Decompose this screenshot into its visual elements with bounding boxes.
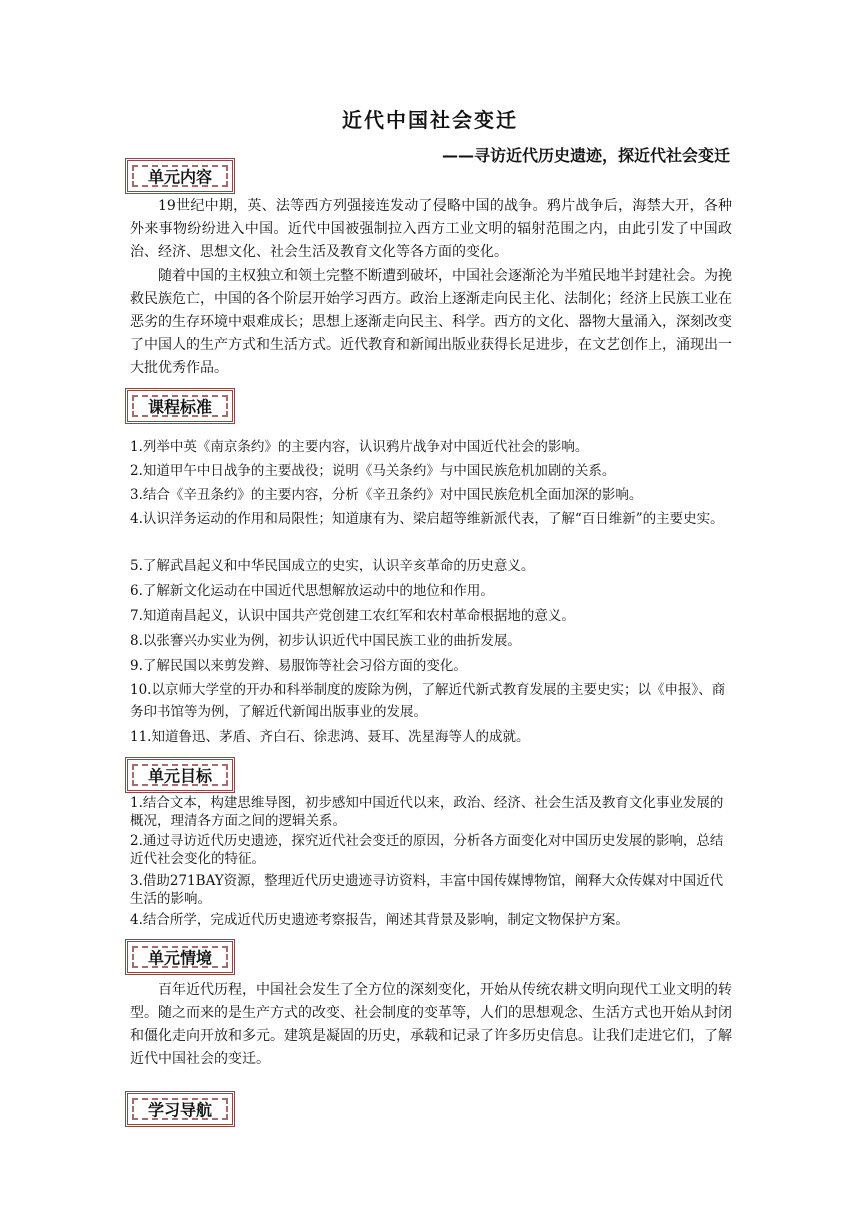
content-paragraph: 随着中国的主权独立和领土完整不断遭到破坏，中国社会逐渐沦为半殖民地半封建社会。为挽救民族危亡，中国的各个阶层开始学习西方。政治上逐渐走向民主化、法制化；经济上民族工业在恶劣的生存环境中艰难成长；思想上逐渐走向民主、科学。西方的文化、器物大量涌入，深刻改变了中国人的生产方式和生活方式。近代教育和新闻出版业获得长足进步，在文艺创作上，涌现出一大批优秀作品。 — [130, 268, 732, 376]
section-heading-label: 课程标准 — [147, 397, 212, 417]
section-heading-situation — [125, 939, 235, 975]
standard-item: 2.知道甲午中日战争的主要战役；说明《马关条约》与中国民族危机加剧的关系。 — [130, 463, 616, 479]
goal-item: 3.借助271BAY资源，整理近代历史遗迹寻访资料，丰富中国传媒博物馆，阐释大众传媒对中国近代生活的影响。 — [130, 873, 724, 907]
standard-item: 9.了解民国以来剪发辫、易服饰等社会习俗方面的变化。 — [130, 658, 467, 674]
goal-item: 4.结合所学，完成近代历史遗迹考察报告，阐述其背景及影响，制定文物保护方案。 — [130, 912, 629, 928]
standard-item: 4.认识洋务运动的作用和局限性；知道康有为、梁启超等维新派代表，了解“百日维新”的主要史实。 — [130, 511, 724, 527]
standard-item: 6.了解新文化运动在中国近代思想解放运动中的地位和作用。 — [130, 583, 494, 599]
standard-item: 11.知道鲁迅、茅盾、齐白石、徐悲鸿、聂耳、冼星海等人的成就。 — [130, 729, 530, 745]
section-heading-goals — [125, 757, 235, 793]
section-heading-standards — [125, 388, 235, 424]
content-paragraph: 19世纪中期，英、法等西方列强接连发动了侵略中国的战争。鸦片战争后，海禁大开，各种外来事物纷纷进入中国。近代中国被强制拉入西方工业文明的辐射范围之内，由此引发了中国政治、经济、思想文化、社会生活及教育文化等各方面的变化。 — [130, 198, 732, 260]
standard-item: 7.知道南昌起义，认识中国共产党创建工农红军和农村革命根据地的意义。 — [130, 608, 575, 624]
section-heading-guide — [125, 1091, 235, 1127]
standard-item: 1.列举中英《南京条约》的主要内容，认识鸦片战争对中国近代社会的影响。 — [130, 439, 589, 455]
standard-item: 5.了解武昌起义和中华民国成立的史实，认识辛亥革命的历史意义。 — [130, 558, 535, 574]
page-title: 近代中国社会变迁 — [342, 108, 518, 132]
section-heading-content — [125, 158, 235, 194]
section-heading-label: 学习导航 — [147, 1100, 212, 1120]
section-heading-label: 单元情境 — [147, 948, 212, 968]
standard-item: 10.以京师大学堂的开办和科举制度的废除为例，了解近代新式教育发展的主要史实；以《申报》、商务印书馆等为例，了解近代新闻出版事业的发展。 — [130, 682, 726, 720]
page-subtitle: ——寻访近代历史遗迹，探近代社会变迁 — [441, 146, 730, 165]
standard-item: 3.结合《辛丑条约》的主要内容，分析《辛丑条约》对中国民族危机全面加深的影响。 — [130, 487, 643, 503]
standard-item: 8.以张謇兴办实业为例，初步认识近代中国民族工业的曲折发展。 — [130, 633, 521, 649]
section-heading-label: 单元内容 — [147, 167, 212, 187]
goal-item: 2.通过寻访近代历史遗迹，探究近代社会变迁的原因，分析各方面变化对中国历史发展的影响，总结近代社会变化的特征。 — [130, 833, 724, 867]
goal-item: 1.结合文本，构建思维导图，初步感知中国近代以来，政治、经济、社会生活及教育文化事业发展的概况，理清各方面之间的逻辑关系。 — [130, 795, 724, 829]
section-heading-label: 单元目标 — [147, 766, 212, 786]
situation-paragraph: 百年近代历程，中国社会发生了全方位的深刻变化，开始从传统农耕文明向现代工业文明的转型。随之而来的是生产方式的改变、社会制度的变革等，人们的思想观念、生活方式也开始从封闭和僵化走向开放和多元。建筑是凝固的历史，承载和记录了许多历史信息。让我们走进它们，了解近代中国社会的变迁。 — [130, 982, 732, 1067]
